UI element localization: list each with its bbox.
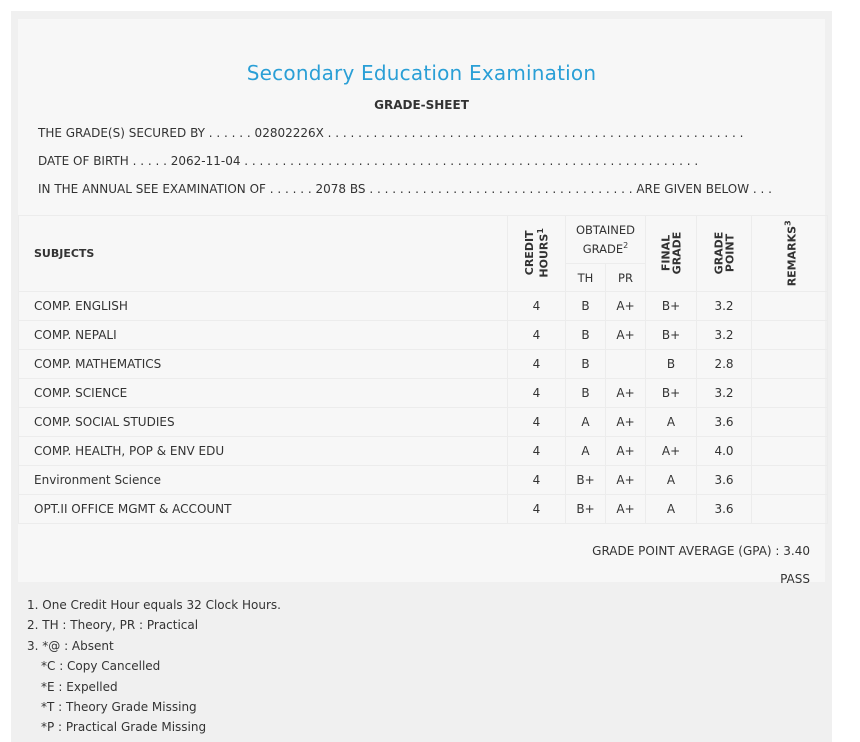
practical-grade-cell: A+ <box>606 437 646 466</box>
theory-header: TH <box>566 264 606 292</box>
grade-point-cell: 4.0 <box>697 437 752 466</box>
table-row <box>19 408 828 437</box>
table-row <box>19 466 828 495</box>
theory-grade-cell: A <box>566 437 606 466</box>
obtained-grade-header: OBTAINED GRADE$^2$ <box>566 216 646 264</box>
remarks-header: REMARKS$^3$ <box>752 216 828 292</box>
theory-grade-cell: B <box>566 321 606 350</box>
practical-grade-cell: A+ <box>606 379 646 408</box>
date-of-birth-line: DATE OF BIRTH . . . . . 2062-11-04 . . . . . . . . . . . . . . . . . . . . . . . . . . . . . . . . . . . . . . . . . . . . . . . . . . . . . . . . . . . . <box>38 154 699 168</box>
practical-grade-cell: A+ <box>606 495 646 524</box>
remarks-cell <box>752 350 828 379</box>
practical-grade-cell: A+ <box>606 466 646 495</box>
grade-point-cell: 2.8 <box>697 350 752 379</box>
credit-hours-cell: 4 <box>508 408 566 437</box>
subject-name: COMP. HEALTH, POP & ENV EDU <box>19 437 508 466</box>
theory-grade-cell: B <box>566 350 606 379</box>
theory-grade-cell: B <box>566 379 606 408</box>
remarks-cell <box>752 379 828 408</box>
subject-name: COMP. SCIENCE <box>19 379 508 408</box>
subject-name: COMP. SOCIAL STUDIES <box>19 408 508 437</box>
grade-point-cell: 3.2 <box>697 379 752 408</box>
subject-name: COMP. NEPALI <box>19 321 508 350</box>
table-row <box>19 495 828 524</box>
credit-hours-cell: 4 <box>508 466 566 495</box>
exam-title: Secondary Education Examination <box>246 61 597 85</box>
grade-point-cell: 3.2 <box>697 292 752 321</box>
final-grade-cell: A+ <box>646 437 697 466</box>
footnote-3-practical-missing: *P : Practical Grade Missing <box>41 720 207 735</box>
table-row <box>19 350 828 379</box>
grades-table <box>18 215 828 524</box>
practical-grade-cell: A+ <box>606 292 646 321</box>
practical-grade-cell <box>606 350 646 379</box>
credit-hours-cell: 4 <box>508 437 566 466</box>
grade-point-cell: 3.6 <box>697 495 752 524</box>
remarks-cell <box>752 495 828 524</box>
remarks-cell <box>752 466 828 495</box>
final-grade-header: FINAL GRADE <box>646 216 697 292</box>
result-status: PASS <box>780 572 810 586</box>
footnote-1: 1. One Credit Hour equals 32 Clock Hours. <box>27 598 281 612</box>
subject-name: Environment Science <box>19 466 508 495</box>
credit-hours-cell: 4 <box>508 292 566 321</box>
footnotes <box>27 595 281 738</box>
grade-sheet-card <box>18 19 825 586</box>
subjects-header: SUBJECTS <box>19 216 508 292</box>
grade-point-cell: 3.6 <box>697 466 752 495</box>
theory-grade-cell: A <box>566 408 606 437</box>
final-grade-cell: B+ <box>646 292 697 321</box>
theory-grade-cell: B+ <box>566 466 606 495</box>
grade-sheet-panel <box>11 11 832 742</box>
final-grade-cell: B+ <box>646 321 697 350</box>
subject-name: OPT.II OFFICE MGMT & ACCOUNT <box>19 495 508 524</box>
table-row <box>19 292 828 321</box>
credit-hours-cell: 4 <box>508 379 566 408</box>
grade-point-cell: 3.6 <box>697 408 752 437</box>
credit-hours-cell: 4 <box>508 350 566 379</box>
practical-grade-cell: A+ <box>606 408 646 437</box>
symbol-number-line: THE GRADE(S) SECURED BY . . . . . . 02802226X . . . . . . . . . . . . . . . . . . . . . . . . . . . . . . . . . . . . . . . . . . . . . . . . . . . . . . . <box>38 126 744 140</box>
subject-name: COMP. MATHEMATICS <box>19 350 508 379</box>
remarks-cell <box>752 437 828 466</box>
grade-point-cell: 3.2 <box>697 321 752 350</box>
practical-grade-cell: A+ <box>606 321 646 350</box>
final-grade-cell: B+ <box>646 379 697 408</box>
footnote-3-copy-cancelled: *C : Copy Cancelled <box>41 659 161 674</box>
gpa-summary: GRADE POINT AVERAGE (GPA) : 3.40 <box>592 544 810 558</box>
final-grade-cell: A <box>646 408 697 437</box>
final-grade-cell: A <box>646 495 697 524</box>
final-grade-cell: A <box>646 466 697 495</box>
theory-grade-cell: B+ <box>566 495 606 524</box>
footnote-3-theory-missing: *T : Theory Grade Missing <box>41 699 197 714</box>
table-row <box>19 321 828 350</box>
table-row <box>19 437 828 466</box>
grade-point-header: GRADE POINT <box>697 216 752 292</box>
footnote-2: 2. TH : Theory, PR : Practical <box>27 618 199 633</box>
exam-year-line: IN THE ANNUAL SEE EXAMINATION OF . . . . . . 2078 BS . . . . . . . . . . . . . . . . . . . . . . . . . . . . . . . . . . . ARE GIVEN BELOW . . . <box>38 182 772 196</box>
theory-grade-cell: B <box>566 292 606 321</box>
remarks-cell <box>752 321 828 350</box>
grade-sheet-heading: GRADE-SHEET <box>374 98 469 112</box>
final-grade-cell: B <box>646 350 697 379</box>
remarks-cell <box>752 292 828 321</box>
table-row <box>19 379 828 408</box>
footnote-3: 3. *@ : Absent <box>27 638 114 653</box>
credit-hours-cell: 4 <box>508 321 566 350</box>
footnote-3-expelled: *E : Expelled <box>41 679 118 694</box>
practical-header: PR <box>606 264 646 292</box>
remarks-cell <box>752 408 828 437</box>
credit-hours-cell: 4 <box>508 495 566 524</box>
credit-hours-header: CREDIT HOURS$^1$ <box>508 216 566 292</box>
subject-name: COMP. ENGLISH <box>19 292 508 321</box>
